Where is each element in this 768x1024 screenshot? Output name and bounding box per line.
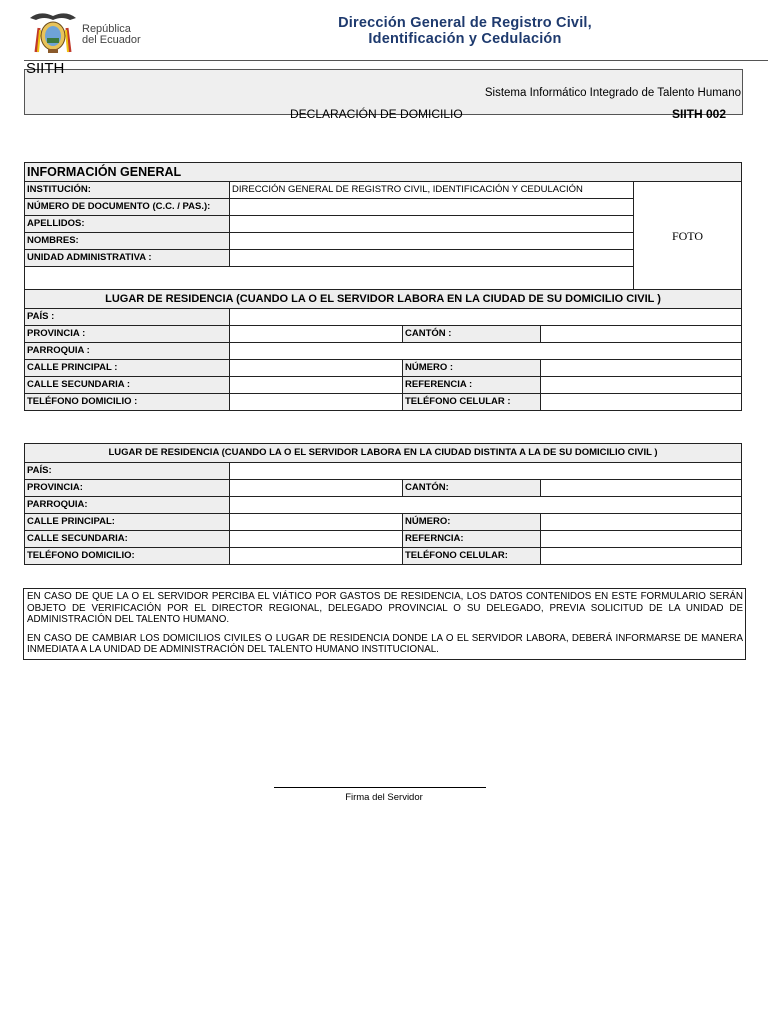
admin-unit-label: UNIDAD ADMINISTRATIVA : — [25, 250, 230, 267]
ro-main-street-field[interactable] — [230, 514, 403, 531]
rs-mobile-phone-label: TELÉFONO CELULAR : — [403, 394, 541, 411]
rs-number-field[interactable] — [541, 360, 742, 377]
rs-secondary-street-label: CALLE SECUNDARIA : — [25, 377, 230, 394]
ro-mobile-phone-label: TELÉFONO CELULAR: — [403, 548, 541, 565]
ro-home-phone-label: TELÉFONO DOMICILIO: — [25, 548, 230, 565]
rs-country-field[interactable] — [230, 309, 742, 326]
ro-province-field[interactable] — [230, 480, 403, 497]
institution-field[interactable]: DIRECCIÓN GENERAL DE REGISTRO CIVIL, IDENTIFICACIÓN Y CEDULACIÓN — [230, 182, 634, 199]
agency-title-line-2: Identificación y Cedulación — [368, 31, 562, 47]
agency-title — [280, 15, 650, 47]
ro-canton-label: CANTÓN: — [403, 480, 541, 497]
agency-title-line-1: Dirección General de Registro Civil, — [338, 15, 592, 31]
notice-box — [23, 588, 746, 660]
ro-parish-field[interactable] — [230, 497, 742, 514]
ro-country-label: PAÍS: — [25, 463, 230, 480]
ro-mobile-phone-field[interactable] — [541, 548, 742, 565]
country-name — [82, 24, 141, 46]
notice-paragraph-2: EN CASO DE CAMBIAR LOS DOMICILIOS CIVILES O LUGAR DE RESIDENCIA DONDE LA O EL SERVIDOR LABORA, DEBERÁ INFORMARSE DE MANERA INMEDIATA A LA UNIDAD DE ADMINISTRACIÓN DEL TALENTO HUMANO INSTITUCIONAL. — [27, 632, 743, 655]
photo-box[interactable]: FOTO — [634, 182, 742, 290]
rs-number-label: NÚMERO : — [403, 360, 541, 377]
rs-home-phone-field[interactable] — [230, 394, 403, 411]
rs-reference-label: REFERENCIA : — [403, 377, 541, 394]
rs-main-street-field[interactable] — [230, 360, 403, 377]
system-name: Sistema Informático Integrado de Talento Humano — [484, 87, 741, 99]
document-number-label: NÚMERO DE DOCUMENTO (C.C. / PAS.): — [25, 199, 230, 216]
ro-canton-field[interactable] — [541, 480, 742, 497]
ro-number-field[interactable] — [541, 514, 742, 531]
ro-reference-label: REFERNCIA: — [403, 531, 541, 548]
country-line-2: del Ecuador — [82, 34, 141, 46]
rs-home-phone-label: TELÉFONO DOMICILIO : — [25, 394, 230, 411]
signature-label: Firma del Servidor — [345, 792, 423, 803]
signature-line[interactable] — [274, 787, 486, 788]
notice-paragraph-1: EN CASO DE QUE LA O EL SERVIDOR PERCIBA EL VIÁTICO POR GASTOS DE RESIDENCIA, LOS DATOS CONTENIDOS EN ESTE FORMULARIO SERÁN OBJETO DE VERIFICACIÓN POR EL DIRECTOR REGIONAL, DELEGADO PROVINCIAL O SU DELEGADO, PREVIA SOLICITUD DE LA UNIDAD DE ADMINISTRACIÓN DEL TALENTO HUMANO. — [27, 591, 743, 625]
ro-reference-field[interactable] — [541, 531, 742, 548]
document-number-field[interactable] — [230, 199, 634, 216]
ro-province-label: PROVINCIA: — [25, 480, 230, 497]
rs-parish-field[interactable] — [230, 343, 742, 360]
rs-canton-field[interactable] — [541, 326, 742, 343]
rs-province-label: PROVINCIA : — [25, 326, 230, 343]
ro-country-field[interactable] — [230, 463, 742, 480]
admin-unit-field[interactable] — [230, 250, 634, 267]
surnames-field[interactable] — [230, 216, 634, 233]
residence-other-city-heading: LUGAR DE RESIDENCIA (CUANDO LA O EL SERVIDOR LABORA EN LA CIUDAD DISTINTA A LA DE SU DOMICILIO CIVIL ) — [25, 444, 742, 463]
country-line-1: República — [82, 23, 131, 35]
rs-canton-label: CANTÓN : — [403, 326, 541, 343]
ro-number-label: NÚMERO: — [403, 514, 541, 531]
ro-home-phone-field[interactable] — [230, 548, 403, 565]
names-field[interactable] — [230, 233, 634, 250]
residence-other-city-table — [24, 443, 742, 565]
rs-parish-label: PARROQUIA : — [25, 343, 230, 360]
form-code: SIITH 002 — [672, 107, 727, 121]
names-label: NOMBRES: — [25, 233, 230, 250]
header-divider — [24, 60, 768, 61]
ro-main-street-label: CALLE PRINCIPAL: — [25, 514, 230, 531]
institution-label: INSTITUCIÓN: — [25, 182, 230, 199]
rs-reference-field[interactable] — [541, 377, 742, 394]
ecuador-coat-of-arms-icon — [26, 8, 80, 54]
residence-same-city-heading: LUGAR DE RESIDENCIA (CUANDO LA O EL SERVIDOR LABORA EN LA CIUDAD DE SU DOMICILIO CIVIL ) — [25, 290, 742, 309]
general-info-heading: INFORMACIÓN GENERAL — [25, 163, 742, 182]
rs-main-street-label: CALLE PRINCIPAL : — [25, 360, 230, 377]
form-title: DECLARACIÓN DE DOMICILIO — [290, 107, 463, 121]
rs-country-label: PAÍS : — [25, 309, 230, 326]
system-tag: SIITH — [26, 60, 65, 77]
ro-secondary-street-label: CALLE SECUNDARIA: — [25, 531, 230, 548]
ro-parish-label: PARROQUIA: — [25, 497, 230, 514]
rs-province-field[interactable] — [230, 326, 403, 343]
rs-mobile-phone-field[interactable] — [541, 394, 742, 411]
rs-secondary-street-field[interactable] — [230, 377, 403, 394]
general-info-table — [24, 162, 742, 411]
ro-secondary-street-field[interactable] — [230, 531, 403, 548]
surnames-label: APELLIDOS: — [25, 216, 230, 233]
blank-row — [25, 267, 634, 290]
